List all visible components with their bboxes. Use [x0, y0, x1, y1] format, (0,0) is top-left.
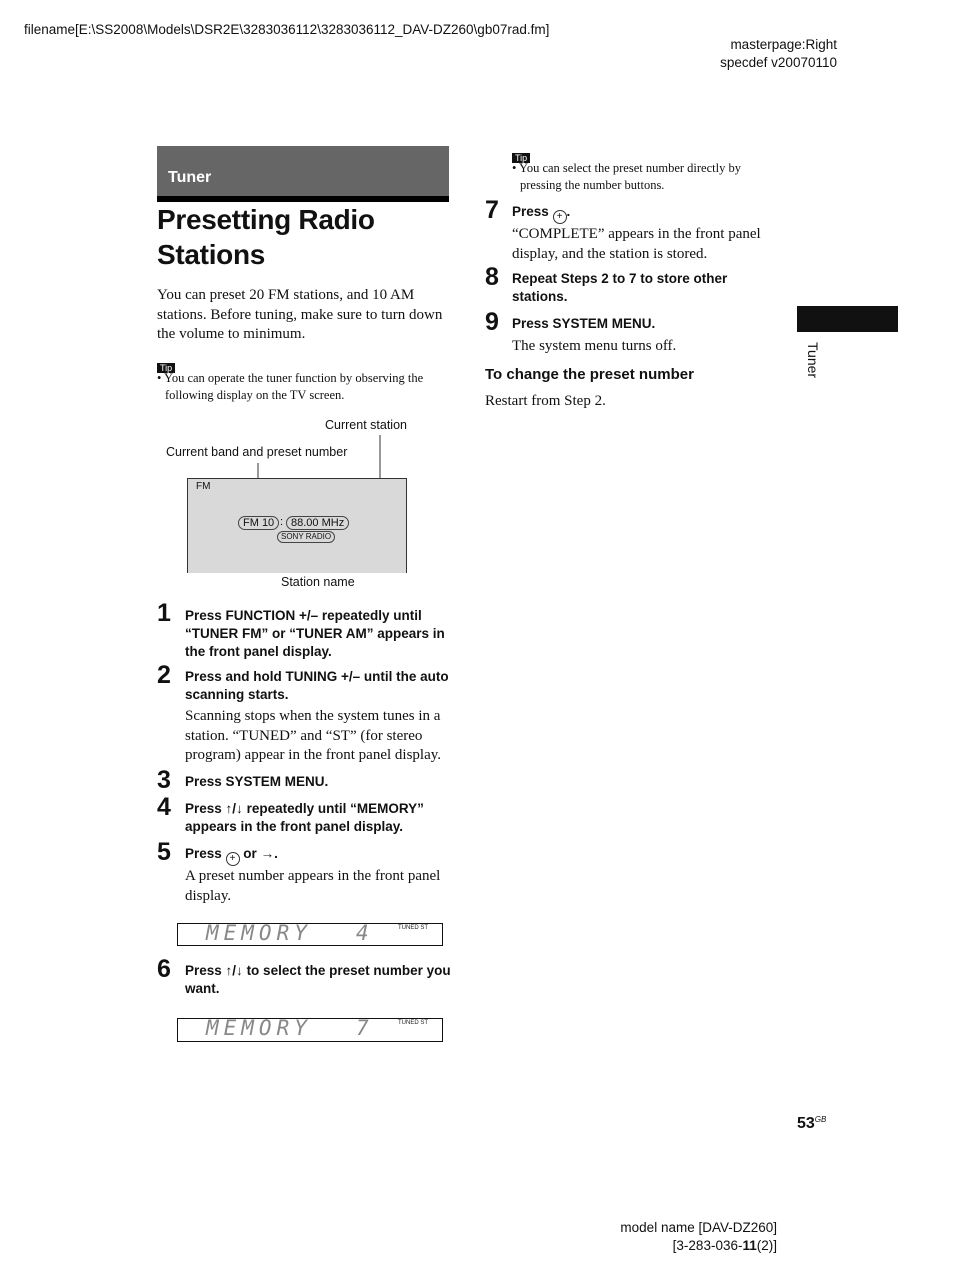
up-down-arrow-icon: ↑/↓	[225, 963, 243, 978]
header-masterpage: masterpage:Right specdef v20070110	[720, 37, 837, 70]
callout-band-preset: Current band and preset number	[166, 445, 348, 459]
blinking-digit: 7	[356, 1016, 374, 1040]
blinking-digit: 4	[356, 921, 374, 945]
front-panel-display-1: MEMORY 4 TUNED ST	[177, 923, 443, 946]
enter-button-icon: +	[226, 852, 240, 866]
tip-text-right: • You can select the preset number directly by pressing the number buttons.	[512, 161, 741, 192]
callout-current-station: Current station	[325, 418, 407, 432]
tv-band: FM	[196, 481, 211, 492]
callout-station-name: Station name	[281, 575, 355, 589]
tv-frequency: 88.00 MHz	[286, 516, 349, 530]
enter-button-icon: +	[553, 210, 567, 224]
side-tab-label: Tuner	[805, 342, 821, 379]
tip-badge-left: Tip	[157, 358, 175, 376]
front-panel-display-2: MEMORY 7 TUNED ST	[177, 1018, 443, 1042]
tip-text-left: • You can operate the tuner function by observing the following display on the TV screen.	[157, 371, 424, 402]
tv-separator: :	[280, 516, 284, 528]
page-title: Presetting Radio Stations	[157, 204, 375, 270]
tip-badge-right: Tip	[512, 148, 530, 166]
footer-model: model name [DAV-DZ260] [3-283-036-11(2)]	[620, 1220, 777, 1253]
section-bar	[157, 146, 449, 196]
intro-paragraph: You can preset 20 FM stations, and 10 AM stations. Before tuning, make sure to turn down the volume to minimum.	[157, 287, 443, 342]
subhead-change-preset: To change the preset number	[485, 366, 694, 383]
subhead-body: Restart from Step 2.	[485, 393, 606, 409]
tv-station: SONY RADIO	[277, 531, 335, 543]
tv-screen	[187, 478, 407, 573]
side-tab	[797, 306, 898, 332]
right-arrow-icon: →	[260, 846, 275, 861]
tv-preset: FM 10	[238, 516, 279, 530]
up-down-arrow-icon: ↑/↓	[225, 801, 243, 816]
section-label: Tuner	[168, 169, 212, 186]
header-filename: filename[E:\SS2008\Models\DSR2E\3283036112\3283036112_DAV-DZ260\gb07rad.fm]	[24, 22, 550, 37]
page-number: $53^{GB}$	[797, 1115, 827, 1132]
